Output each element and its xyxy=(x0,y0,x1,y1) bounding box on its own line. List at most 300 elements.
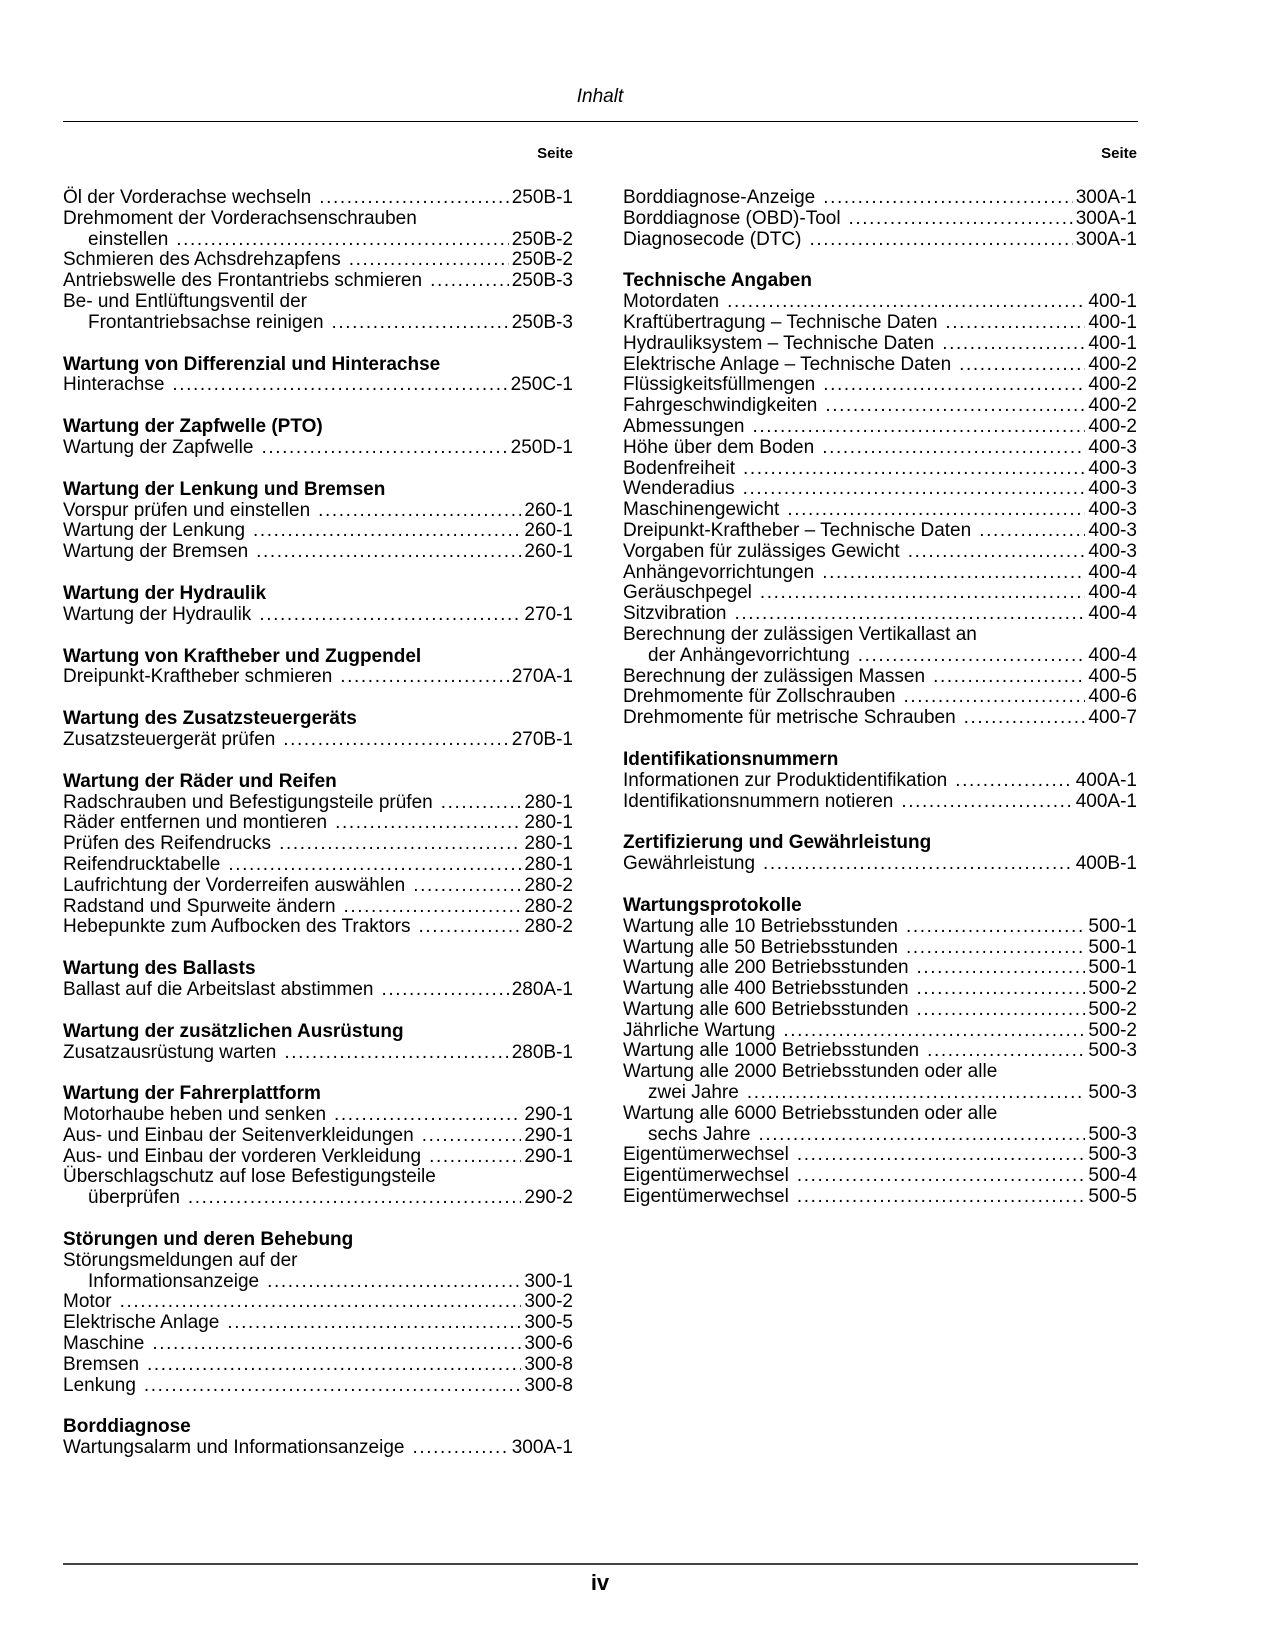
toc-page-ref: 250B-3 xyxy=(511,270,573,292)
dot-leader xyxy=(825,396,1085,417)
toc-entry-text: Zusatzsteuergerät prüfen xyxy=(63,728,276,750)
toc-entry-text: Überschlagschutz auf lose Befestigungsteile xyxy=(63,1166,436,1188)
dot-leader xyxy=(172,375,507,396)
toc-page-ref: 400-4 xyxy=(1088,561,1137,583)
dot-leader xyxy=(228,855,521,876)
toc-section xyxy=(63,1230,573,1396)
dot-leader xyxy=(743,459,1085,480)
toc-entry[interactable] xyxy=(63,1355,573,1376)
toc-entry[interactable] xyxy=(623,563,1137,584)
toc-page-ref: 300A-1 xyxy=(511,1437,573,1459)
toc-entry-text: Wartung alle 600 Betriebsstunden xyxy=(623,998,909,1020)
toc-page-ref: 280-2 xyxy=(524,916,573,938)
toc-entry-text: Wartung alle 1000 Betriebsstunden xyxy=(623,1040,920,1062)
toc-entry-text: Wartung alle 50 Betriebsstunden xyxy=(623,936,898,958)
dot-leader xyxy=(332,313,509,334)
dot-leader xyxy=(256,542,521,563)
dot-leader xyxy=(253,521,521,542)
toc-entry[interactable] xyxy=(623,1166,1137,1187)
toc-page-ref: 250B-1 xyxy=(511,187,573,208)
toc-page-ref: 250B-2 xyxy=(511,249,573,271)
dot-leader xyxy=(147,1355,521,1376)
dot-leader xyxy=(412,1438,508,1459)
toc-entry[interactable] xyxy=(63,855,573,876)
toc-page-ref: 500-5 xyxy=(1088,1186,1137,1208)
toc-entry-text: Öl der Vorderachse wechseln xyxy=(63,187,312,208)
toc-entry-text: Flüssigkeitsfüllmengen xyxy=(623,374,816,396)
dot-leader xyxy=(783,1021,1085,1042)
toc-entry-text: Abmessungen xyxy=(623,415,745,437)
dot-leader xyxy=(955,771,1072,792)
toc-page-ref: 400-4 xyxy=(1088,603,1137,625)
toc-entry-text: Borddiagnose (OBD)-Tool xyxy=(623,207,841,229)
toc-page-ref: 260-1 xyxy=(524,541,573,563)
toc-entry[interactable] xyxy=(63,1251,573,1293)
dot-leader xyxy=(979,521,1085,542)
toc-page-ref: 500-2 xyxy=(1088,1019,1137,1041)
toc-entry-text: zwei Jahre xyxy=(648,1082,739,1104)
dot-leader xyxy=(760,583,1086,604)
toc-entry[interactable] xyxy=(623,230,1137,251)
section-heading: Störungen und deren Behebung xyxy=(63,1229,354,1251)
toc-entry-text: Räder entfernen und montieren xyxy=(63,812,328,834)
section-heading: Wartung von Differenzial und Hinterachse xyxy=(63,353,441,375)
toc-entry-text: Wartung der Zapfwelle xyxy=(63,436,254,458)
toc-section xyxy=(63,1084,573,1209)
dot-leader xyxy=(413,876,521,897)
toc-entry[interactable] xyxy=(623,542,1137,563)
toc-entry-text: Aus- und Einbau der vorderen Verkleidung xyxy=(63,1145,422,1167)
dot-leader xyxy=(849,209,1073,230)
dot-leader xyxy=(823,188,1072,209)
dot-leader xyxy=(822,563,1085,584)
toc-entry[interactable] xyxy=(63,1438,573,1459)
toc-entry-text: Drehmomente für Zollschrauben xyxy=(623,686,896,708)
dot-leader xyxy=(152,1334,521,1355)
toc-page-ref: 400-4 xyxy=(1088,644,1137,666)
toc-entry-text: Laufrichtung der Vorderreifen auswählen xyxy=(63,874,406,896)
toc-page-ref: 400-3 xyxy=(1088,519,1137,541)
toc-entry-text: Dreipunkt-Kraftheber – Technische Daten xyxy=(623,519,972,541)
toc-entry[interactable] xyxy=(623,958,1137,979)
toc-entry-text: Berechnung der zulässigen Vertikallast an xyxy=(623,623,977,645)
toc-page-ref: 280-1 xyxy=(524,833,573,855)
toc-entry[interactable] xyxy=(63,1334,573,1355)
toc-page-ref: 280-2 xyxy=(524,895,573,917)
toc-page-ref: 260-1 xyxy=(524,499,573,521)
section-heading: Borddiagnose xyxy=(63,1416,191,1438)
toc-entry[interactable] xyxy=(623,375,1137,396)
toc-entry-text: Sitzvibration xyxy=(623,603,727,625)
toc-entry[interactable] xyxy=(63,1126,573,1147)
toc-entry-text: Maschine xyxy=(63,1333,145,1355)
toc-section xyxy=(63,584,573,626)
toc-entry[interactable] xyxy=(63,292,573,334)
toc-entry-text: Reifendrucktabelle xyxy=(63,853,221,875)
dot-leader xyxy=(188,1188,521,1209)
section-heading: Identifikationsnummern xyxy=(623,748,839,770)
toc-entry[interactable] xyxy=(623,209,1137,230)
toc-entry-text: Störungsmeldungen auf der xyxy=(63,1249,298,1271)
dot-leader xyxy=(964,708,1086,729)
toc-page-ref: 290-1 xyxy=(524,1145,573,1167)
toc-entry[interactable] xyxy=(623,188,1137,209)
toc-entry-text: Bodenfreiheit xyxy=(623,457,735,479)
dot-leader xyxy=(422,1126,522,1147)
section-heading: Technische Angaben xyxy=(623,270,812,292)
toc-entry[interactable] xyxy=(623,979,1137,1000)
toc-entry[interactable] xyxy=(623,417,1137,438)
toc-section xyxy=(63,417,573,459)
toc-entry-text: Geräuschpegel xyxy=(623,582,752,604)
toc-page-ref: 400-2 xyxy=(1088,395,1137,417)
footer-divider xyxy=(63,1563,1138,1565)
section-heading: Wartungsprotokolle xyxy=(623,894,802,916)
toc-entry-text: Radschrauben und Befestigungsteile prüfen xyxy=(63,791,433,813)
dot-leader xyxy=(318,501,521,522)
toc-entry[interactable] xyxy=(63,521,573,542)
section-heading: Wartung der zusätzlichen Ausrüstung xyxy=(63,1020,404,1042)
toc-page-ref: 400-2 xyxy=(1088,353,1137,375)
toc-page-ref: 250B-2 xyxy=(511,228,573,250)
toc-column-right xyxy=(623,143,1137,1229)
toc-entry[interactable] xyxy=(63,209,573,251)
toc-entry[interactable] xyxy=(63,605,573,626)
dot-leader xyxy=(429,1147,521,1168)
dot-leader xyxy=(797,1166,1086,1187)
dot-leader xyxy=(743,479,1086,500)
toc-sections-right xyxy=(623,188,1137,1208)
dot-leader xyxy=(917,1000,1086,1021)
toc-entry[interactable] xyxy=(63,813,573,834)
toc-entry[interactable] xyxy=(623,438,1137,459)
toc-entry[interactable] xyxy=(623,917,1137,938)
toc-entry-text: Informationen zur Produktidentifikation xyxy=(623,769,948,791)
toc-entry-text: Elektrische Anlage xyxy=(63,1312,220,1334)
toc-entry-text: Schmieren des Achsdrehzapfens xyxy=(63,249,341,271)
toc-page-ref: 270-1 xyxy=(524,603,573,625)
dot-leader xyxy=(752,417,1085,438)
dot-leader xyxy=(340,667,508,688)
toc-entry[interactable] xyxy=(63,1147,573,1168)
dot-leader xyxy=(261,438,507,459)
toc-entry[interactable] xyxy=(623,334,1137,355)
toc-entry[interactable] xyxy=(623,604,1137,625)
toc-page-ref: 400-4 xyxy=(1088,582,1137,604)
toc-entry[interactable] xyxy=(63,250,573,271)
toc-entry-text: Kraftübertragung – Technische Daten xyxy=(623,311,938,333)
toc-entry[interactable] xyxy=(63,542,573,563)
toc-entry[interactable] xyxy=(63,1043,573,1064)
dot-leader xyxy=(430,271,509,292)
dot-leader xyxy=(917,958,1086,979)
toc-page-ref: 500-2 xyxy=(1088,978,1137,1000)
dot-leader xyxy=(908,542,1086,563)
toc-page-ref: 300A-1 xyxy=(1075,207,1137,229)
toc-page-ref: 400-1 xyxy=(1088,291,1137,313)
toc-entry[interactable] xyxy=(623,708,1137,729)
toc-page-ref: 400-5 xyxy=(1088,665,1137,687)
dot-leader xyxy=(344,897,522,918)
dot-leader xyxy=(906,917,1085,938)
toc-sections-left xyxy=(63,188,573,1459)
toc-entry[interactable] xyxy=(63,1105,573,1126)
toc-entry[interactable] xyxy=(623,1145,1137,1166)
dot-leader xyxy=(927,1041,1085,1062)
toc-entry-text: Wenderadius xyxy=(623,478,735,500)
dot-leader xyxy=(858,646,1086,667)
toc-entry-text: einstellen xyxy=(88,228,169,250)
dot-leader xyxy=(809,230,1072,251)
toc-entry-text: Wartung alle 2000 Betriebsstunden oder alle xyxy=(623,1061,998,1083)
dot-leader xyxy=(334,1105,521,1126)
dot-leader xyxy=(176,230,508,251)
toc-page-ref: 400A-1 xyxy=(1075,769,1137,791)
toc-page-ref: 280-1 xyxy=(524,791,573,813)
toc-entry[interactable] xyxy=(623,1062,1137,1104)
dot-leader xyxy=(942,334,1085,355)
toc-entry-text: Motor xyxy=(63,1291,112,1313)
toc-page-ref: 500-1 xyxy=(1088,936,1137,958)
toc-entry-text: Prüfen des Reifendrucks xyxy=(63,833,272,855)
toc-page-ref: 400A-1 xyxy=(1075,790,1137,812)
toc-page-ref: 400-6 xyxy=(1088,686,1137,708)
toc-entry-text: Gewährleistung xyxy=(623,853,756,875)
toc-entry[interactable] xyxy=(623,459,1137,480)
toc-entry[interactable] xyxy=(623,583,1137,604)
toc-entry[interactable] xyxy=(63,1167,573,1209)
toc-entry[interactable] xyxy=(63,980,573,1001)
toc-page-ref: 300-6 xyxy=(524,1333,573,1355)
toc-entry[interactable] xyxy=(63,375,573,396)
toc-entry-text: der Anhängevorrichtung xyxy=(648,644,850,666)
section-heading: Wartung von Kraftheber und Zugpendel xyxy=(63,645,422,667)
toc-page-ref: 400-2 xyxy=(1088,374,1137,396)
toc-entry[interactable] xyxy=(623,313,1137,334)
dot-leader xyxy=(335,813,521,834)
toc-entry-text: Borddiagnose-Anzeige xyxy=(623,187,816,208)
toc-entry[interactable] xyxy=(63,271,573,292)
toc-entry-text: Eigentümerwechsel xyxy=(623,1144,789,1166)
toc-page-ref: 400-3 xyxy=(1088,478,1137,500)
toc-entry[interactable] xyxy=(63,876,573,897)
toc-entry[interactable] xyxy=(623,521,1137,542)
toc-entry-text: Fahrgeschwindigkeiten xyxy=(623,395,818,417)
toc-page-ref: 290-1 xyxy=(524,1104,573,1126)
toc-entry[interactable] xyxy=(623,292,1137,313)
toc-entry-text: Frontantriebsachse reinigen xyxy=(88,311,324,333)
toc-entry[interactable] xyxy=(63,834,573,855)
toc-entry[interactable] xyxy=(623,1104,1137,1146)
toc-entry-text: Zusatzausrüstung warten xyxy=(63,1041,277,1063)
dot-leader xyxy=(382,980,509,1001)
dot-leader xyxy=(120,1292,522,1313)
toc-entry-text: Drehmoment der Vorderachsenschrauben xyxy=(63,207,417,229)
toc-page-ref: 300-1 xyxy=(524,1270,573,1292)
dot-leader xyxy=(797,1187,1086,1208)
dot-leader xyxy=(906,938,1085,959)
toc-entry[interactable] xyxy=(623,479,1137,500)
toc-entry[interactable] xyxy=(623,1000,1137,1021)
toc-page-ref: 280-2 xyxy=(524,874,573,896)
toc-page-ref: 500-1 xyxy=(1088,957,1137,979)
dot-leader xyxy=(144,1376,521,1397)
toc-entry-text: Jährliche Wartung xyxy=(623,1019,776,1041)
toc-entry-text: Drehmomente für metrische Schrauben xyxy=(623,707,956,729)
toc-section xyxy=(63,1022,573,1064)
dot-leader xyxy=(735,604,1086,625)
toc-entry-text: Wartung der Bremsen xyxy=(63,541,249,563)
section-heading: Wartung des Zusatzsteuergeräts xyxy=(63,708,357,730)
toc-page-ref: 250B-3 xyxy=(511,311,573,333)
toc-entry-text: Ballast auf die Arbeitslast abstimmen xyxy=(63,978,374,1000)
toc-entry-text: Maschinengewicht xyxy=(623,499,780,521)
toc-page-ref: 400-2 xyxy=(1088,415,1137,437)
toc-entry[interactable] xyxy=(623,1021,1137,1042)
toc-page-ref: 250D-1 xyxy=(510,436,573,458)
toc-entry[interactable] xyxy=(623,1041,1137,1062)
toc-page-ref: 290-1 xyxy=(524,1124,573,1146)
toc-page-ref: 280A-1 xyxy=(511,978,573,1000)
section-heading: Wartung der Lenkung und Bremsen xyxy=(63,478,386,500)
toc-entry[interactable] xyxy=(623,854,1137,875)
toc-section xyxy=(63,709,573,751)
dot-leader xyxy=(267,1272,521,1293)
toc-entry[interactable] xyxy=(63,438,573,459)
dot-leader xyxy=(823,375,1085,396)
toc-section xyxy=(623,750,1137,812)
toc-entry[interactable] xyxy=(623,792,1137,813)
dot-leader xyxy=(933,667,1085,688)
toc-page-ref: 280B-1 xyxy=(511,1041,573,1063)
toc-entry[interactable] xyxy=(63,897,573,918)
toc-entry[interactable] xyxy=(63,188,573,209)
toc-page-ref: 500-4 xyxy=(1088,1165,1137,1187)
toc-entry-text: Elektrische Anlage – Technische Daten xyxy=(623,353,952,375)
toc-page-ref: 500-1 xyxy=(1088,915,1137,937)
toc-page-ref: 300-8 xyxy=(524,1374,573,1396)
toc-page-ref: 500-3 xyxy=(1088,1144,1137,1166)
toc-entry-text: Radstand und Spurweite ändern xyxy=(63,895,336,917)
toc-page-ref: 500-3 xyxy=(1088,1082,1137,1104)
toc-page-ref: 400-7 xyxy=(1088,707,1137,729)
section-heading: Zertifizierung und Gewährleistung xyxy=(623,832,932,854)
toc-entry[interactable] xyxy=(623,771,1137,792)
toc-entry-text: Hebepunkte zum Aufbocken des Traktors xyxy=(63,916,411,938)
toc-entry[interactable] xyxy=(623,1187,1137,1208)
toc-section xyxy=(623,271,1137,729)
toc-section xyxy=(63,647,573,689)
toc-entry-text: Vorspur prüfen und einstellen xyxy=(63,499,311,521)
toc-entry[interactable] xyxy=(63,917,573,938)
toc-page-ref: 260-1 xyxy=(524,520,573,542)
section-heading: Wartung der Fahrerplattform xyxy=(63,1083,321,1105)
toc-entry-text: Wartung der Lenkung xyxy=(63,520,246,542)
dot-leader xyxy=(227,1313,521,1334)
toc-entry-text: Höhe über dem Boden xyxy=(623,436,815,458)
dot-leader xyxy=(319,188,509,209)
toc-entry-text: Informationsanzeige xyxy=(88,1270,260,1292)
toc-entry-text: Berechnung der zulässigen Massen xyxy=(623,665,926,687)
toc-entry[interactable] xyxy=(623,500,1137,521)
toc-entry[interactable] xyxy=(63,501,573,522)
toc-entry-text: Wartung alle 400 Betriebsstunden xyxy=(623,978,909,1000)
toc-entry-text: Wartung alle 10 Betriebsstunden xyxy=(623,915,898,937)
toc-entry-text: Motordaten xyxy=(623,291,720,313)
dot-leader xyxy=(763,854,1073,875)
dot-leader xyxy=(283,730,508,751)
toc-section xyxy=(63,772,573,938)
toc-page-ref: 400-3 xyxy=(1088,499,1137,521)
toc-entry-text: Antriebswelle des Frontantriebs schmieren xyxy=(63,270,423,292)
toc-page-ref: 300A-1 xyxy=(1075,187,1137,208)
toc-entry[interactable] xyxy=(63,730,573,751)
dot-leader xyxy=(747,1083,1086,1104)
toc-section xyxy=(63,480,573,563)
dot-leader xyxy=(945,313,1085,334)
toc-column-left xyxy=(63,143,573,1480)
toc-entry[interactable] xyxy=(623,687,1137,708)
toc-entry-text: Lenkung xyxy=(63,1374,136,1396)
toc-page-ref: 500-3 xyxy=(1088,1040,1137,1062)
toc-page-ref: 400-3 xyxy=(1088,436,1137,458)
toc-page-ref: 400-3 xyxy=(1088,457,1137,479)
seite-label-left: Seite xyxy=(537,145,573,162)
toc-entry-text: sechs Jahre xyxy=(648,1123,751,1145)
toc-page-ref: 250C-1 xyxy=(510,374,573,396)
toc-entry[interactable] xyxy=(623,625,1137,667)
toc-page-ref: 300-5 xyxy=(524,1312,573,1334)
toc-entry-text: Identifikationsnummern notieren xyxy=(623,790,894,812)
page-number: iv xyxy=(590,1570,610,1595)
toc-entry[interactable] xyxy=(63,793,573,814)
toc-entry-text: Anhängevorrichtungen xyxy=(623,561,815,583)
toc-entry[interactable] xyxy=(623,396,1137,417)
toc-entry[interactable] xyxy=(623,355,1137,376)
toc-entry[interactable] xyxy=(63,1313,573,1334)
toc-entry[interactable] xyxy=(623,938,1137,959)
section-heading: Wartung der Räder und Reifen xyxy=(63,770,337,792)
toc-entry-text: Vorgaben für zulässiges Gewicht xyxy=(623,540,900,562)
toc-entry[interactable] xyxy=(63,667,573,688)
dot-leader xyxy=(259,605,521,626)
toc-section xyxy=(63,355,573,397)
toc-entry[interactable] xyxy=(63,1376,573,1397)
section-heading: Wartung der Hydraulik xyxy=(63,582,267,604)
toc-page-ref: 500-3 xyxy=(1088,1123,1137,1145)
toc-entry-text: Hydrauliksystem – Technische Daten xyxy=(623,332,935,354)
dot-leader xyxy=(758,1125,1085,1146)
toc-entry-text: Wartung alle 6000 Betriebsstunden oder alle xyxy=(623,1102,998,1124)
dot-leader xyxy=(903,687,1085,708)
toc-entry-text: Wartung alle 200 Betriebsstunden xyxy=(623,957,909,979)
toc-page-ref: 270A-1 xyxy=(511,666,573,688)
toc-entry[interactable] xyxy=(623,667,1137,688)
toc-entry-text: Be- und Entlüftungsventil der xyxy=(63,290,307,312)
toc-section xyxy=(63,188,573,334)
toc-page-ref: 300-2 xyxy=(524,1291,573,1313)
toc-page-ref: 300A-1 xyxy=(1075,228,1137,250)
toc-section xyxy=(623,896,1137,1208)
toc-entry[interactable] xyxy=(63,1292,573,1313)
toc-entry-text: Eigentümerwechsel xyxy=(623,1186,789,1208)
dot-leader xyxy=(822,438,1085,459)
toc-entry-text: Bremsen xyxy=(63,1353,140,1375)
dot-leader xyxy=(284,1043,508,1064)
header-divider xyxy=(63,121,1138,122)
dot-leader xyxy=(418,917,521,938)
toc-page-ref: 280-1 xyxy=(524,812,573,834)
